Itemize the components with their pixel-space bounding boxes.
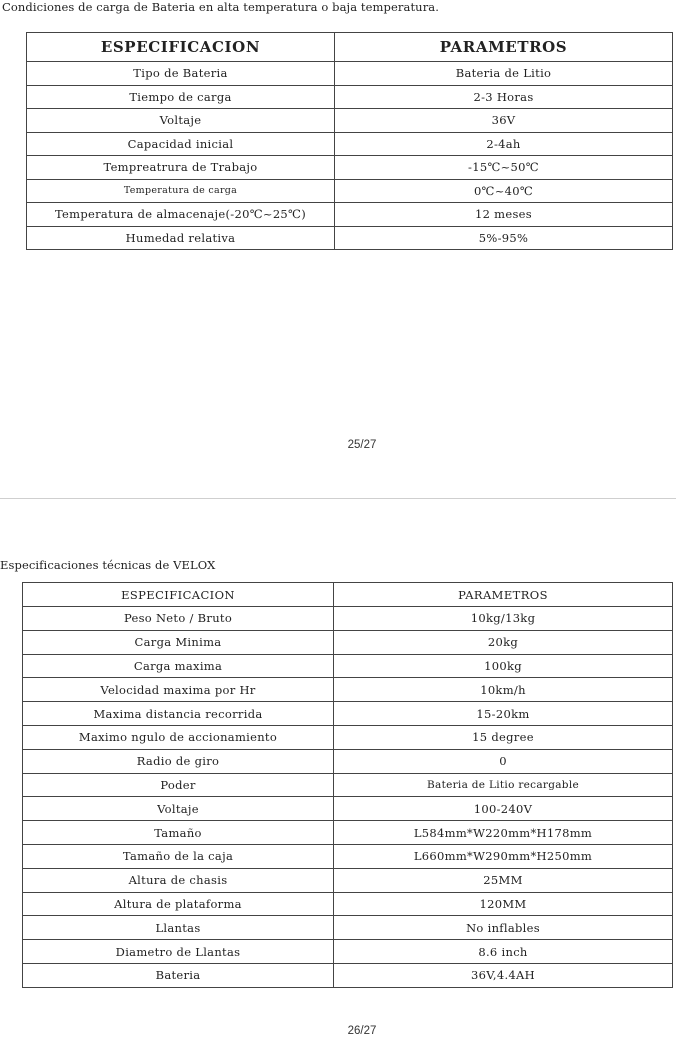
param-cell: 100kg — [334, 654, 673, 678]
spec-cell: Poder — [23, 773, 334, 797]
spec-cell: Peso Neto / Bruto — [23, 607, 334, 631]
param-cell: 2-4ah — [335, 132, 673, 156]
param-cell: Bateria de Litio — [335, 62, 673, 86]
table-row — [27, 203, 673, 227]
spec-cell: Tempreatrura de Trabajo — [27, 156, 335, 180]
param-cell: 15 degree — [334, 725, 673, 749]
spec-cell: Velocidad maxima por Hr — [23, 678, 334, 702]
table-row — [23, 963, 673, 987]
spec-cell: Tamaño — [23, 821, 334, 845]
table-row — [23, 773, 673, 797]
spec-cell: Tiempo de carga — [27, 85, 335, 109]
param-cell: 20kg — [334, 630, 673, 654]
param-cell: 12 meses — [335, 203, 673, 227]
table-row — [23, 630, 673, 654]
spec-cell: Llantas — [23, 916, 334, 940]
param-cell: -15℃~50℃ — [335, 156, 673, 180]
param-cell: 0 — [334, 749, 673, 773]
param-cell: 36V,4.4AH — [334, 963, 673, 987]
param-cell: L584mm*W220mm*H178mm — [334, 821, 673, 845]
header-specification: ESPECIFICACION — [27, 33, 335, 62]
table-row — [23, 749, 673, 773]
page-number: 26/27 — [347, 1025, 377, 1037]
spec-cell: Maxima distancia recorrida — [23, 702, 334, 726]
table-row — [23, 821, 673, 845]
table-header-row — [27, 33, 673, 62]
param-cell: 36V — [335, 109, 673, 133]
table-row — [23, 797, 673, 821]
param-cell: L660mm*W290mm*H250mm — [334, 844, 673, 868]
table-row — [23, 654, 673, 678]
battery-conditions-caption: Condiciones de carga de Bateria en alta temperatura o baja temperatura. — [2, 0, 440, 14]
velox-specs-caption: Especificaciones técnicas de VELOX — [0, 558, 216, 572]
table-row — [27, 132, 673, 156]
spec-cell: Capacidad inicial — [27, 132, 335, 156]
param-cell: 5%-95% — [335, 226, 673, 250]
table-row — [23, 725, 673, 749]
header-parameters: PARAMETROS — [334, 583, 673, 607]
table-row — [23, 868, 673, 892]
header-specification: ESPECIFICACION — [23, 583, 334, 607]
param-cell: No inflables — [334, 916, 673, 940]
table-row — [23, 916, 673, 940]
param-cell: 10kg/13kg — [334, 607, 673, 631]
spec-cell: Voltaje — [27, 109, 335, 133]
param-cell: 15-20km — [334, 702, 673, 726]
table-row — [27, 85, 673, 109]
spec-cell: Carga maxima — [23, 654, 334, 678]
spec-cell: Carga Minima — [23, 630, 334, 654]
param-cell: 100-240V — [334, 797, 673, 821]
table-row — [27, 109, 673, 133]
param-cell: 10km/h — [334, 678, 673, 702]
param-cell: 25MM — [334, 868, 673, 892]
param-cell: 8.6 inch — [334, 940, 673, 964]
spec-cell: Maximo ngulo de accionamiento — [23, 725, 334, 749]
param-cell: 120MM — [334, 892, 673, 916]
spec-cell: Radio de giro — [23, 749, 334, 773]
param-cell: 2-3 Horas — [335, 85, 673, 109]
page-number: 25/27 — [347, 439, 377, 451]
spec-cell: Altura de plataforma — [23, 892, 334, 916]
table-row — [23, 702, 673, 726]
spec-cell: Humedad relativa — [27, 226, 335, 250]
battery-spec-table — [26, 32, 673, 250]
table-row — [23, 940, 673, 964]
header-parameters: PARAMETROS — [335, 33, 673, 62]
table-row — [27, 179, 673, 203]
table-row — [23, 607, 673, 631]
table-row — [27, 156, 673, 180]
spec-cell: Altura de chasis — [23, 868, 334, 892]
table-row — [27, 226, 673, 250]
param-cell: Bateria de Litio recargable — [334, 773, 673, 797]
spec-cell: Temperatura de carga — [27, 179, 335, 203]
document-page-25 — [0, 0, 676, 498]
spec-cell: Tamaño de la caja — [23, 844, 334, 868]
page-divider — [0, 498, 676, 499]
spec-cell: Temperatura de almacenaje(-20℃~25℃) — [27, 203, 335, 227]
spec-cell: Bateria — [23, 963, 334, 987]
param-cell: 0℃~40℃ — [335, 179, 673, 203]
document-page-26 — [0, 500, 676, 1038]
spec-cell: Tipo de Bateria — [27, 62, 335, 86]
velox-spec-table — [22, 582, 673, 988]
table-row — [27, 62, 673, 86]
spec-cell: Diametro de Llantas — [23, 940, 334, 964]
table-header-row — [23, 583, 673, 607]
spec-cell: Voltaje — [23, 797, 334, 821]
table-row — [23, 678, 673, 702]
table-row — [23, 844, 673, 868]
table-row — [23, 892, 673, 916]
